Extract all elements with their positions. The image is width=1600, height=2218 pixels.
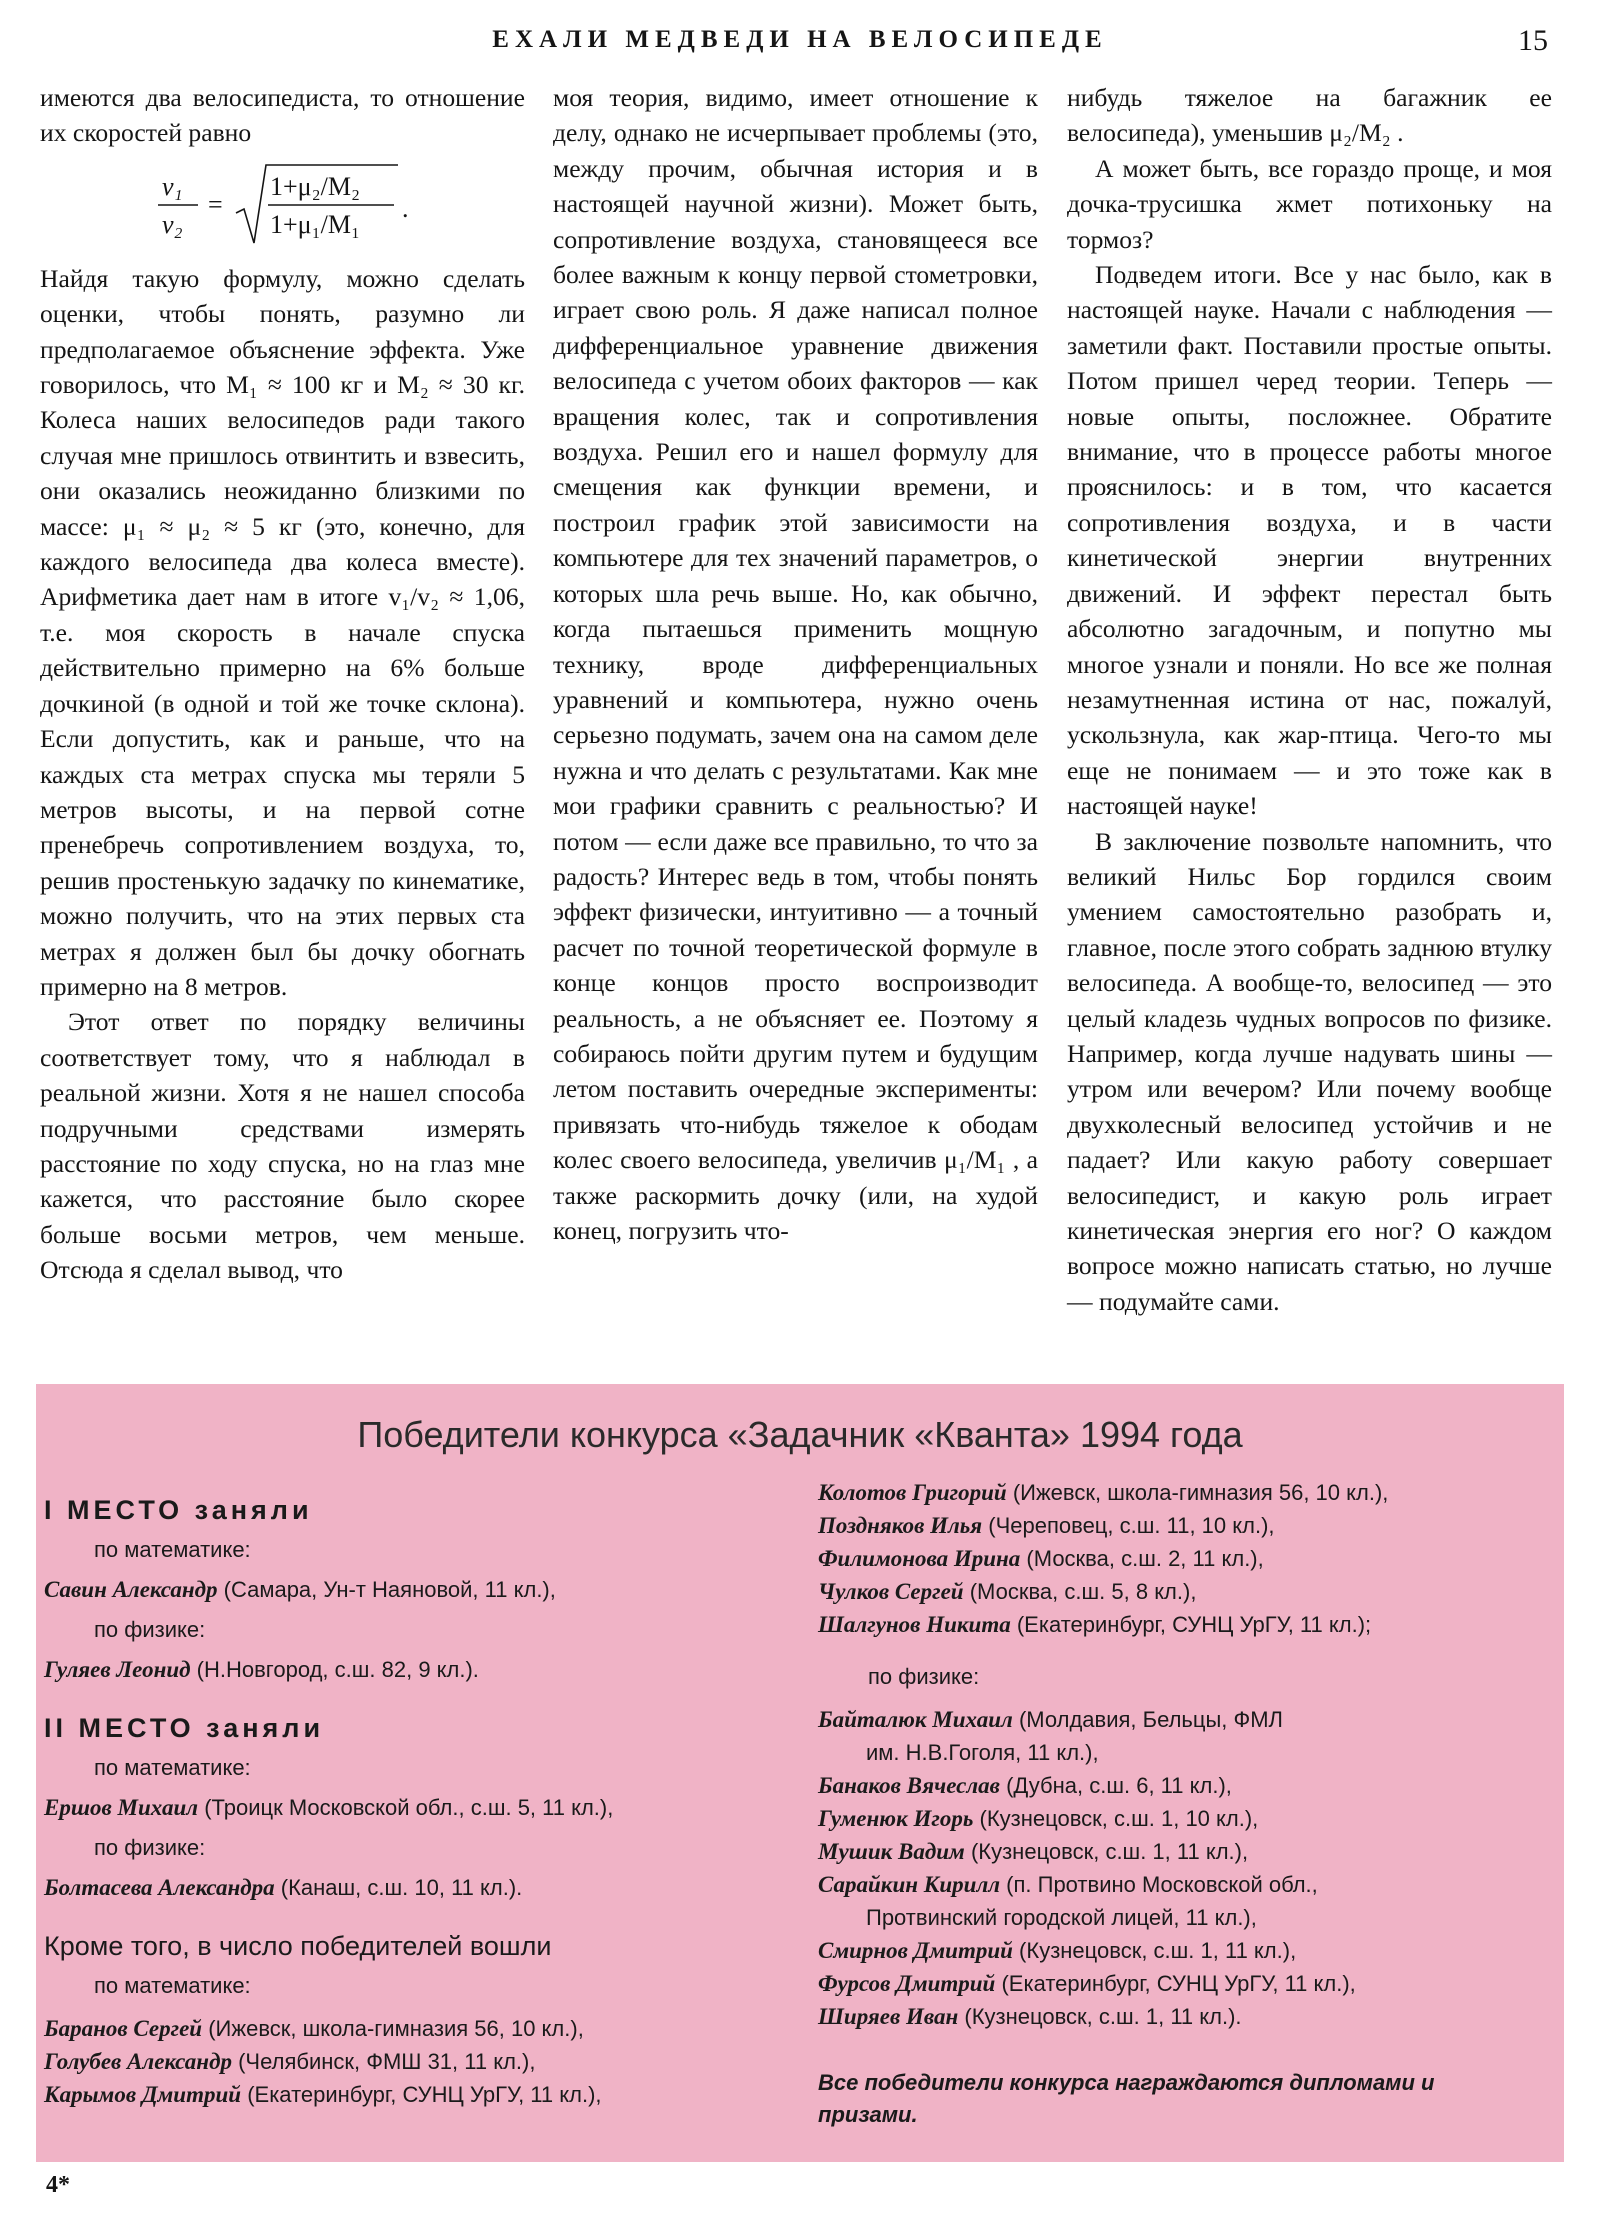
awards-note: Все победители конкурса награждаются дипломами и призами.	[818, 2070, 1435, 2127]
winner-info: (Кузнецовск, с.ш. 1, 11 кл.).	[964, 2004, 1242, 2029]
winner-entry	[44, 2045, 814, 2078]
first-place-heading: I МЕСТО заняли	[44, 1495, 313, 1525]
winner-name: Сарайкин Кирилл	[818, 1872, 1001, 1897]
winner-entry	[44, 1570, 814, 1610]
winner-entry	[818, 1608, 1558, 1641]
math-subheading: по математике:	[94, 1755, 251, 1780]
also-winners-heading: Кроме того, в число победителей вошли	[44, 1931, 552, 1961]
phys-subheading: по физике:	[94, 1617, 206, 1642]
winner-info: (Екатеринбург, СУНЦ УрГУ, 11 кл.),	[1001, 1971, 1356, 1996]
winner-entry	[44, 2078, 814, 2111]
winner-info: (Н.Новгород, с.ш. 82, 9 кл.).	[196, 1657, 479, 1682]
paragraph: А может быть, все гораздо проще, и моя дочка-трусишка жмет потихоньку на тормоз?	[1067, 153, 1552, 254]
winner-name: Голубев Александр	[44, 2049, 232, 2074]
article-column-2	[553, 80, 1038, 1248]
winner-info: (Череповец, с.ш. 11, 10 кл.),	[988, 1513, 1275, 1538]
winner-info: (Молдавия, Бельцы, ФМЛ	[1018, 1707, 1283, 1732]
page-number: 15	[1518, 24, 1548, 57]
winner-name: Колотов Григорий	[818, 1480, 1007, 1505]
winner-info: (Москва, с.ш. 2, 11 кл.),	[1026, 1546, 1264, 1571]
winner-info: (Кузнецовск, с.ш. 1, 11 кл.),	[1019, 1938, 1297, 1963]
winner-name: Болтасева Александра	[44, 1875, 275, 1900]
winner-name: Банаков Вячеслав	[818, 1773, 1000, 1798]
winner-entry	[818, 1802, 1558, 1835]
winner-info: (п. Протвино Московской обл.,	[1006, 1872, 1318, 1897]
winner-name: Карымов Дмитрий	[44, 2082, 242, 2107]
winner-info: (Екатеринбург, СУНЦ УрГУ, 11 кл.),	[247, 2082, 602, 2107]
winner-name: Ширяев Иван	[818, 2004, 959, 2029]
winner-info: (Канаш, с.ш. 10, 11 кл.).	[280, 1875, 523, 1900]
winner-name: Чулков Сергей	[818, 1579, 964, 1604]
paragraph: имеются два велосипедиста, то отношение их скоростей равно	[40, 83, 525, 148]
winner-name: Ершов Михаил	[44, 1795, 199, 1820]
winner-name: Гуменюк Игорь	[818, 1806, 974, 1831]
winners-right-column	[818, 1476, 1558, 2131]
winner-info: (Ижевск, школа-гимназия 56, 10 кл.),	[208, 2016, 584, 2041]
winner-entry	[44, 1788, 814, 1828]
winner-name: Гуляев Леонид	[44, 1657, 191, 1682]
winner-entry	[818, 1509, 1558, 1542]
math-subheading: по математике:	[94, 1973, 251, 1998]
formula-radicand-den: 1+μ₁/M₁	[270, 209, 361, 239]
winner-info: (Кузнецовск, с.ш. 1, 10 кл.),	[979, 1806, 1259, 1831]
running-header	[0, 26, 1600, 66]
header-title: ЕХАЛИ МЕДВЕДИ НА ВЕЛОСИПЕДЕ	[492, 26, 1108, 53]
winner-info: (Москва, с.ш. 5, 8 кл.),	[969, 1579, 1197, 1604]
winner-info: (Кузнецовск, с.ш. 1, 11 кл.),	[970, 1839, 1249, 1864]
winner-entry	[818, 1868, 1558, 1901]
winner-info: (Самара, Ун-т Наяновой, 11 кл.),	[223, 1577, 556, 1602]
phys-subheading: по физике:	[94, 1835, 206, 1860]
formula-radicand-num: 1+μ₂/M₂	[270, 171, 361, 201]
winner-name: Баранов Сергей	[44, 2016, 203, 2041]
winner-info: (Ижевск, школа-гимназия 56, 10 кл.),	[1012, 1480, 1389, 1505]
winner-info: (Челябинск, ФМШ 31, 11 кл.),	[238, 2049, 536, 2074]
second-place-heading: II МЕСТО заняли	[44, 1713, 325, 1743]
footer-mark: 4*	[46, 2172, 70, 2198]
winner-entry	[818, 1835, 1558, 1868]
article-column-3	[1067, 80, 1552, 1319]
winner-info: (Дубна, с.ш. 6, 11 кл.),	[1006, 1773, 1232, 1798]
winner-name: Фурсов Дмитрий	[818, 1971, 996, 1996]
winners-title: Победители конкурса «Задачник «Кванта» 1994 года	[357, 1414, 1243, 1455]
winner-info-continued: им. Н.В.Гоголя, 11 кл.),	[866, 1740, 1099, 1765]
winner-name: Савин Александр	[44, 1577, 218, 1602]
svg-text:.: .	[402, 193, 409, 223]
paragraph: нибудь тяжелое на багажник ее велосипеда), уменьшив μ₂/M₂ .	[1067, 83, 1552, 148]
formula-v2: v₂	[162, 209, 183, 239]
winner-name: Смирнов Дмитрий	[818, 1938, 1013, 1963]
winner-entry	[818, 1476, 1558, 1509]
velocity-ratio-formula	[40, 151, 525, 261]
winner-entry	[818, 2000, 1558, 2033]
winner-entry	[818, 1967, 1558, 2000]
winners-box	[36, 1384, 1564, 2162]
math-subheading: по математике:	[94, 1537, 251, 1562]
winner-name: Мушик Вадим	[818, 1839, 965, 1864]
winner-entry	[44, 1868, 814, 1908]
formula-v1: v₁	[162, 171, 183, 201]
article-column-1	[40, 80, 525, 1288]
winner-info: (Екатеринбург, СУНЦ УрГУ, 11 кл.);	[1016, 1612, 1372, 1637]
paragraph: В заключение позвольте напомнить, что великий Нильс Бор гордился своим умением самостоятельно разобрать и, главное, после этого собрать заднюю втулку велосипеда. А вообще-то, велосипед — это целый кладезь чудных вопросов по физике. Например, когда лучше надувать шины — утром или вечером? Или почему вообще двухколесный велосипед устойчив и не падает? Или какую работу совершает велосипедист, и какую роль играет кинетическая энергия его ног? О каждом вопросе можно написать статью, но лучше — подумайте сами.	[1067, 826, 1552, 1316]
paragraph: Найдя такую формулу, можно сделать оценки, чтобы понять, разумно ли предполагаемое объяснение эффекта. Уже говорилось, что M₁ ≈ 100 кг и M₂ ≈ 30 кг. Колеса наших велосипедов ради такого случая мне пришлось отвинтить и взвесить, они оказались неожиданно близкими по массе: μ₁ ≈ μ₂ ≈ 5 кг (это, конечно, для каждого велосипеда два колеса вместе). Арифметика дает нам в итоге v₁/v₂ ≈ 1,06, т.е. моя скорость в начале спуска действительно примерно на 6% больше дочкиной (в одной и той же точке склона). Если допустить, как и раньше, что на каждых ста метрах спуска мы теряли 5 метров высоты, и на первой сотне пренебречь сопротивлением воздуха, то, решив простенькую задачку по кинематике, можно получить, что на этих первых ста метрах я должен был бы дочку обогнать примерно на 8 метров.	[40, 263, 525, 1001]
winner-entry	[818, 1769, 1558, 1802]
winner-entry	[818, 1575, 1558, 1608]
winner-name: Поздняков Илья	[818, 1513, 983, 1538]
paragraph: моя теория, видимо, имеет отношение к делу, однако не исчерпывает проблемы (это, между прочим, обычная история и в настоящей научной жизни). Может быть, сопротивление воздуха, становящееся все более важным к концу первой стометровки, играет свою роль. Я даже написал полное дифференциальное уравнение движения велосипеда с учетом обоих факторов — как вращения колес, так и сопротивления воздуха. Решил его и нашел формулу для смещения как функции времени, и построил график этой зависимости на компьютере для тех значений параметров, о которых шла речь выше. Но, как обычно, когда пытаешься применить мощную технику, вроде дифференциальных уравнений и компьютера, нужно очень серьезно подумать, зачем она на самом деле нужна и что делать с результатами. Как мне мои графики сравнить с реальностью? И потом — если даже все правильно, то что за радость? Интерес ведь в том, чтобы понять эффект физически, интуитивно — а точный расчет по точной теоретической формуле в конце концов просто воспроизводит реальность, а не объясняет ее. Поэтому я собираюсь пойти другим путем и будущим летом поставить очередные эксперименты: привязать что-нибудь тяжелое к ободам колес своего велосипеда, увеличив μ₁/M₁ , а также раскормить дочку (или, на худой конец, погрузить что-	[553, 83, 1038, 1245]
phys-subheading: по физике:	[868, 1664, 980, 1689]
paragraph: Этот ответ по порядку величины соответствует тому, что я наблюдал в реальной жизни. Хотя я не нашел способа подручными средствами измерять расстояние по ходу спуска, но на глаз мне кажется, что расстояние было скорее больше восьми метров, чем меньше. Отсюда я сделал вывод, что	[40, 1007, 525, 1285]
winner-name: Филимонова Ирина	[818, 1546, 1021, 1571]
winner-entry	[818, 1703, 1558, 1736]
winner-entry	[818, 1542, 1558, 1575]
winners-left-column	[44, 1490, 814, 2111]
winner-entry	[818, 1934, 1558, 1967]
winner-info-continued: Протвинский городской лицей, 11 кл.),	[866, 1905, 1257, 1930]
winner-entry	[44, 2012, 814, 2045]
winner-entry	[44, 1650, 814, 1690]
svg-text:=: =	[208, 189, 223, 219]
winner-name: Шалгунов Никита	[818, 1612, 1011, 1637]
paragraph: Подведем итоги. Все у нас было, как в настоящей науке. Начали с наблюдения — заметили факт. Поставили простые опыты. Потом пришел черед теории. Теперь — новые опыты, посложнее. Обратите внимание, что в процессе работы многое прояснилось: и в том, что касается сопротивления воздуха, и в части кинетической энергии внутренних движений. И эффект перестал быть абсолютно загадочным, и попутно мы многое узнали и поняли. Но все же полная незамутненная истина от нас, пожалуй, ускользнула, как жар-птица. Чего-то мы еще не понимаем — и это тоже как в настоящей науке!	[1067, 260, 1552, 821]
winner-info: (Троицк Московской обл., с.ш. 5, 11 кл.),	[204, 1795, 614, 1820]
winner-name: Байталюк Михаил	[818, 1707, 1013, 1732]
